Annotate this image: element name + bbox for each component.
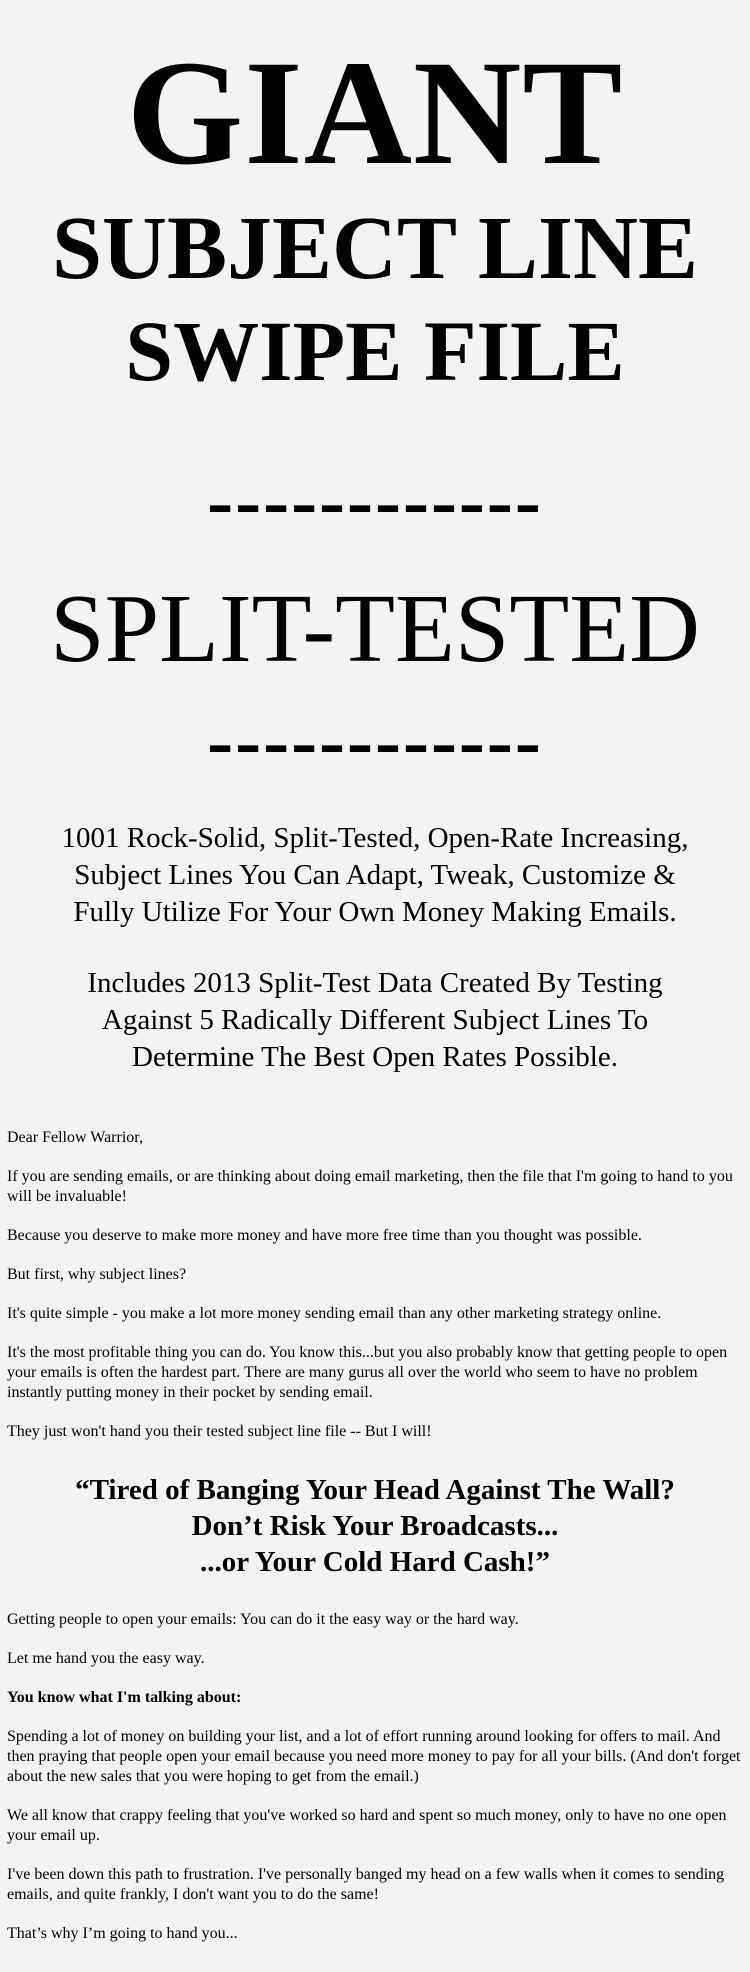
pull-quote-line: Don’t Risk Your Broadcasts...	[191, 1510, 559, 1542]
headline-subject-line: SUBJECT LINE	[51, 199, 699, 298]
letter-paragraph: That’s why I’m going to hand you...	[7, 1925, 238, 1942]
intro-p1-line: 1001 Rock-Solid, Split-Tested, Open-Rate Increasing,	[61, 822, 689, 854]
letter-paragraph: But first, why subject lines?	[7, 1266, 187, 1283]
letter-paragraph: Let me hand you the easy way.	[7, 1650, 205, 1667]
letter-paragraph: It's the most profitable thing you can do. You know this...but you also probably know that getting people to open your emails is often the hardest part. There are many gurus all over the world who seem to have no problem instantly putting money in their pocket by sending email.	[7, 1344, 728, 1401]
letter-greeting: Dear Fellow Warrior,	[7, 1129, 143, 1146]
dash-divider-top: ------------	[207, 457, 543, 544]
intro-paragraph-2	[0, 931, 750, 1076]
letter-paragraph: Spending a lot of money on building your list, and a lot of effort running around looking for offers to mail. And then praying that people open your email because you need more money to pay for all your bills. (And don't forget about the new sales that you were hoping to get from the email.)	[7, 1728, 741, 1785]
letter-paragraph: Because you deserve to make more money and have more free time than you thought was possible.	[7, 1227, 642, 1244]
intro-p2-line: Determine The Best Open Rates Possible.	[132, 1041, 618, 1073]
letter-paragraph: Getting people to open your emails: You can do it the easy way or the hard way.	[7, 1611, 519, 1628]
intro-p1-line: Subject Lines You Can Adapt, Tweak, Customize &	[74, 859, 676, 891]
headline-swipe-file: SWIPE FILE	[125, 303, 625, 399]
intro-p2-line: Against 5 Radically Different Subject Lines To	[101, 1004, 649, 1036]
letter-body	[0, 1128, 750, 1944]
headline-split-tested: SPLIT-TESTED	[50, 575, 700, 683]
letter-paragraph: We all know that crappy feeling that you've worked so hard and spent so much money, only to have no one open your email up.	[7, 1807, 727, 1844]
letter-bold-lead: You know what I'm talking about:	[7, 1689, 242, 1706]
letter-paragraph: I've been down this path to frustration. I've personally banged my head on a few walls when it comes to sending emails, and quite frankly, I don't want you to do the same!	[7, 1866, 725, 1903]
pull-quote	[7, 1472, 743, 1580]
pull-quote-line: ...or Your Cold Hard Cash!”	[200, 1546, 550, 1578]
intro-p2-line: Includes 2013 Split-Test Data Created By Testing	[87, 967, 663, 999]
letter-paragraph: If you are sending emails, or are thinking about doing email marketing, then the file that I'm going to hand to you will be invaluable!	[7, 1168, 733, 1205]
intro-block	[0, 780, 750, 1076]
intro-paragraph-1	[0, 780, 750, 931]
headline-giant: GIANT	[126, 30, 624, 196]
headline-block	[0, 0, 750, 784]
pull-quote-line: “Tired of Banging Your Head Against The Wall?	[75, 1474, 675, 1506]
intro-p1-line: Fully Utilize For Your Own Money Making Emails.	[73, 896, 677, 928]
letter-paragraph: They just won't hand you their tested subject line file -- But I will!	[7, 1423, 432, 1440]
letter-paragraph: It's quite simple - you make a lot more money sending email than any other marketing strategy online.	[7, 1305, 662, 1322]
dash-divider-bottom: ------------	[207, 697, 543, 784]
